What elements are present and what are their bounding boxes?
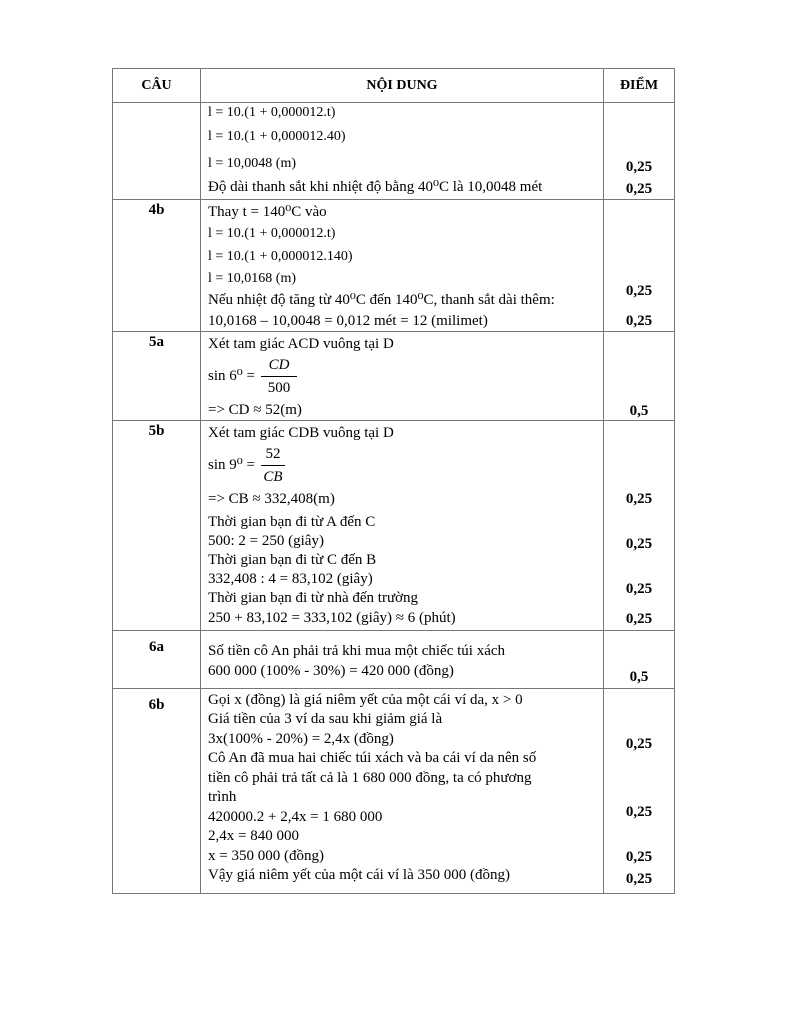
content-line: => CB ≈ 332,408(m) xyxy=(208,491,335,507)
points-cell xyxy=(604,421,675,631)
fraction-denominator: 500 xyxy=(267,380,291,396)
points-cell xyxy=(604,631,675,689)
fraction xyxy=(261,445,285,486)
content-line: 2,4x = 840 000 xyxy=(208,828,299,844)
question-label: 6b xyxy=(113,689,201,894)
content-line: 332,408 : 4 = 83,102 (giây) xyxy=(208,571,373,587)
sin-label: sin 6⁰ = xyxy=(208,368,255,384)
table-header-row xyxy=(113,69,675,103)
header-noi-dung: NỘI DUNG xyxy=(201,69,604,103)
fraction xyxy=(261,356,297,397)
header-diem: ĐIỂM xyxy=(604,69,675,103)
content-line: Thời gian bạn đi từ nhà đến trường xyxy=(208,590,418,606)
table-row xyxy=(113,200,675,332)
content-line: 250 + 83,102 = 333,102 (giây) ≈ 6 (phút) xyxy=(208,610,456,626)
content-line: Giá tiền của 3 ví da sau khi giảm giá là xyxy=(208,711,443,727)
content-line: 500: 2 = 250 (giây) xyxy=(208,533,324,549)
content-cell xyxy=(201,200,604,332)
content-line: Xét tam giác CDB vuông tại D xyxy=(208,425,394,441)
points-cell xyxy=(604,200,675,332)
content-line: l = 10.(1 + 0,000012.t) xyxy=(208,105,336,120)
question-label: 6a xyxy=(113,631,201,689)
content-line: 10,0168 – 10,0048 = 0,012 mét = 12 (milimet) xyxy=(208,313,488,329)
points-cell xyxy=(604,689,675,894)
content-line: l = 10.(1 + 0,000012.40) xyxy=(208,129,346,144)
header-cau: CÂU xyxy=(113,69,201,103)
content-line: 420000.2 + 2,4x = 1 680 000 xyxy=(208,809,383,825)
content-line: tiền cô phải trả tất cả là 1 680 000 đồng, ta có phương xyxy=(208,770,532,786)
content-line: Nếu nhiệt độ tăng từ 40⁰C đến 140⁰C, thanh sắt dài thêm: xyxy=(208,292,555,308)
points-value: 0,5 xyxy=(629,403,649,419)
points-value: 0,25 xyxy=(625,581,653,597)
points-value: 0,25 xyxy=(625,849,653,865)
content-line: 3x(100% - 20%) = 2,4x (đồng) xyxy=(208,731,394,747)
table-row xyxy=(113,332,675,421)
content-line: => CD ≈ 52(m) xyxy=(208,402,302,418)
content-line: l = 10.(1 + 0,000012.140) xyxy=(208,249,353,264)
points-value: 0,25 xyxy=(625,181,653,197)
content-line: Độ dài thanh sắt khi nhiệt độ bằng 40⁰C là 10,0048 mét xyxy=(208,179,543,195)
content-cell xyxy=(201,332,604,421)
content-cell xyxy=(201,689,604,894)
fraction-bar xyxy=(261,376,297,377)
points-value: 0,25 xyxy=(625,536,653,552)
points-value: 0,25 xyxy=(625,159,653,175)
content-line: Số tiền cô An phải trả khi mua một chiếc túi xách xyxy=(208,643,506,659)
content-line: Gọi x (đồng) là giá niêm yết của một cái ví da, x > 0 xyxy=(208,692,523,708)
points-value: 0,25 xyxy=(625,804,653,820)
content-line: l = 10,0168 (m) xyxy=(208,271,296,286)
points-cell xyxy=(604,332,675,421)
fraction-bar xyxy=(261,465,285,466)
answer-key-table xyxy=(112,68,675,894)
content-line: l = 10.(1 + 0,000012.t) xyxy=(208,226,336,241)
content-line: x = 350 000 (đồng) xyxy=(208,848,324,864)
content-cell xyxy=(201,103,604,200)
points-value: 0,25 xyxy=(625,611,653,627)
fraction-numerator: 52 xyxy=(265,446,281,462)
points-value: 0,25 xyxy=(625,313,653,329)
question-label: 5b xyxy=(113,421,201,631)
table-row xyxy=(113,421,675,631)
content-line: Vậy giá niêm yết của một cái ví là 350 000 (đồng) xyxy=(208,867,510,883)
table-row xyxy=(113,103,675,200)
content-line: Thời gian bạn đi từ A đến C xyxy=(208,514,376,530)
question-label: 5a xyxy=(113,332,201,421)
fraction-numerator: CD xyxy=(268,357,290,373)
table-row xyxy=(113,631,675,689)
sin-label: sin 9⁰ = xyxy=(208,457,255,473)
content-line: 600 000 (100% - 30%) = 420 000 (đồng) xyxy=(208,663,454,679)
points-value: 0,25 xyxy=(625,736,653,752)
content-line: Thay t = 140⁰C vào xyxy=(208,204,327,220)
content-line: l = 10,0048 (m) xyxy=(208,156,296,171)
points-value: 0,25 xyxy=(625,491,653,507)
content-line: Thời gian bạn đi từ C đến B xyxy=(208,552,377,568)
fraction-denominator: CB xyxy=(263,469,283,485)
points-value: 0,5 xyxy=(629,669,649,685)
content-line: Cô An đã mua hai chiếc túi xách và ba cái ví da nên số xyxy=(208,750,537,766)
content-line: Xét tam giác ACD vuông tại D xyxy=(208,336,394,352)
content-line: trình xyxy=(208,789,237,805)
question-label: 4b xyxy=(113,200,201,332)
points-value: 0,25 xyxy=(625,283,653,299)
points-value: 0,25 xyxy=(625,871,653,887)
content-cell xyxy=(201,631,604,689)
content-cell xyxy=(201,421,604,631)
question-label xyxy=(113,103,201,200)
table-row xyxy=(113,689,675,894)
points-cell xyxy=(604,103,675,200)
